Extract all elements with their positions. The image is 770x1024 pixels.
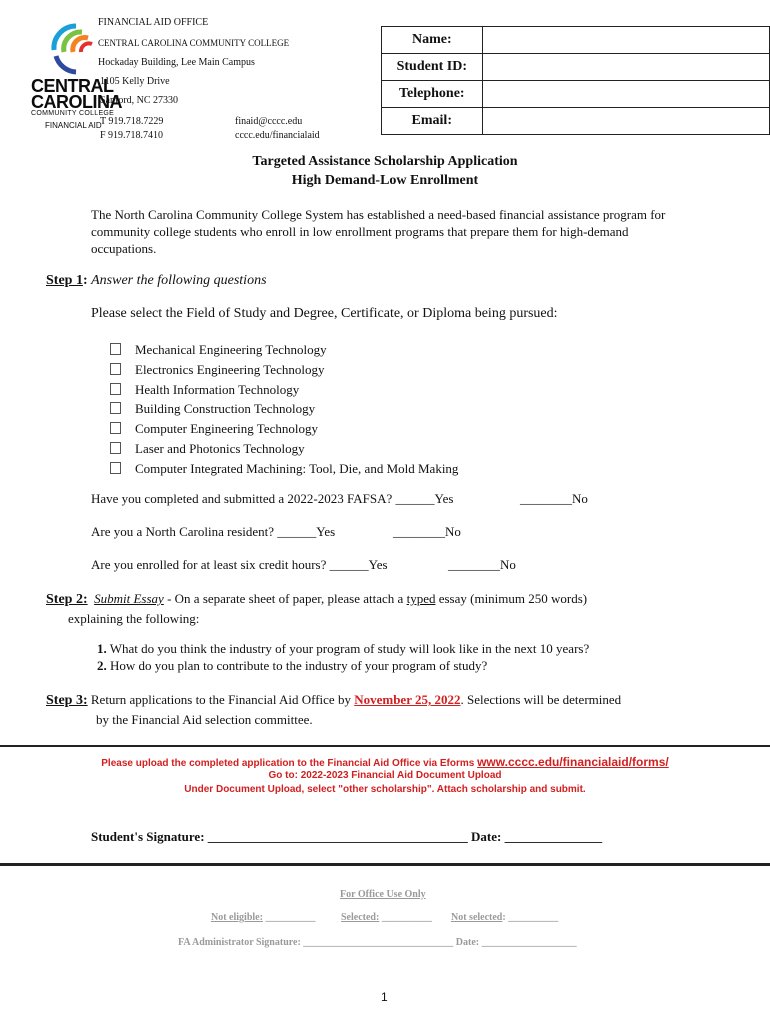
step2-typed: typed [406, 591, 436, 606]
option-label: Health Information Technology [135, 381, 300, 397]
signature-row [91, 829, 602, 845]
selected [341, 912, 432, 923]
not-eligible-label: Not eligible: [211, 912, 263, 923]
not-eligible-field[interactable]: __________ [262, 912, 316, 923]
step2-text [46, 591, 587, 608]
email-label: Email: [382, 108, 483, 135]
step2-text-b: essay (minimum 250 words) [435, 591, 588, 606]
program-options [110, 340, 458, 479]
upload-line3: Under Document Upload, select "other scholarship". Attach scholarship and submit. [184, 784, 586, 795]
step2-line2: explaining the following: [68, 611, 200, 626]
page-title: Targeted Assistance Scholarship Application [252, 154, 518, 169]
step1-colon: : [82, 273, 88, 288]
step2-label: Step 2: [46, 592, 88, 607]
step3-line2: by the Financial Aid selection committee. [96, 712, 313, 727]
building: Hockaday Building, Lee Main Campus [98, 57, 255, 68]
checkbox-icon[interactable] [110, 363, 121, 375]
fax: F 919.718.7410 [100, 130, 164, 141]
step3-text-b: . Selections will be determined [460, 692, 622, 707]
checkbox-icon[interactable] [110, 383, 121, 395]
student-info-table [381, 26, 770, 135]
step1-instruction: Answer the following questions [91, 273, 267, 288]
q2-text: How do you plan to contribute to the industry of your program of study? [106, 658, 488, 673]
upload-line2: Go to: 2022-2023 Financial Aid Document Upload [268, 770, 502, 781]
step3-text-a: Return applications to the Financial Aid Office by [87, 692, 355, 707]
deadline: November 25, 2022 [354, 692, 461, 707]
office-title: FINANCIAL AID OFFICE [98, 17, 209, 28]
resident-no[interactable]: ________No [393, 524, 461, 539]
fafsa-no[interactable]: ________No [520, 491, 588, 506]
city-address: Sanford, NC 27330 [100, 95, 179, 106]
q1-text: What do you think the industry of your program of study will look like in the next 10 years? [106, 641, 590, 656]
field-prompt: Please select the Field of Study and Degree, Certificate, or Diploma being pursued: [91, 306, 558, 321]
upload-line1 [0, 755, 770, 769]
upload-text: Please upload the completed application to the Financial Aid Office via Eforms [101, 758, 478, 769]
telephone-field[interactable] [482, 81, 769, 108]
checkbox-icon[interactable] [110, 343, 121, 355]
checkbox-icon[interactable] [110, 422, 121, 434]
selected-field[interactable]: __________ [379, 912, 432, 923]
office-use-title: For Office Use Only [340, 889, 426, 900]
step2-instruction: Submit Essay [94, 591, 164, 606]
eforms-link[interactable]: www.cccc.edu/financialaid/forms/ [477, 755, 669, 769]
not-eligible [211, 912, 315, 923]
college-name: CENTRAL CAROLINA COMMUNITY COLLEGE [98, 38, 290, 48]
signature-field[interactable]: ________________________________________ [207, 829, 468, 844]
option-label: Building Construction Technology [135, 401, 316, 417]
logo-text-central: CENTRAL [31, 76, 114, 96]
program-option[interactable] [110, 439, 458, 459]
name-field[interactable] [482, 27, 769, 54]
telephone-label: Telephone: [382, 81, 483, 108]
option-label: Mechanical Engineering Technology [135, 342, 327, 357]
date-label: Date: [467, 829, 505, 844]
essay-question-1 [97, 641, 589, 657]
option-label: Electronics Engineering Technology [135, 361, 325, 377]
fafsa-question: Have you completed and submitted a 2022-2023 FAFSA? ______Yes [91, 491, 454, 506]
program-option[interactable] [110, 340, 458, 360]
college-logo-icon [42, 20, 102, 80]
not-selected [451, 912, 558, 923]
essay-question-2 [97, 658, 487, 674]
program-option[interactable] [110, 399, 458, 419]
credit-hours-no[interactable]: ________No [448, 557, 516, 572]
step3-label: Step 3: [46, 693, 88, 708]
step3-text [46, 692, 621, 709]
logo-text-financial-aid: FINANCIAL AID [45, 121, 102, 130]
program-option[interactable] [110, 419, 458, 439]
phone: T 919.718.7229 [100, 116, 164, 127]
step1-label: Step 1 [46, 273, 83, 288]
page-number: 1 [381, 990, 388, 1004]
q1-number: 1. [97, 641, 107, 656]
admin-signature: FA Administrator Signature: ______________________________ Date: ___________________ [178, 937, 577, 948]
option-label: Computer Integrated Machining: Tool, Die, and Mold Making [135, 460, 459, 476]
program-option[interactable] [110, 380, 458, 400]
q2-number: 2. [97, 658, 107, 673]
email-field[interactable] [482, 108, 769, 135]
name-label: Name: [382, 27, 483, 54]
credit-hours-question: Are you enrolled for at least six credit hours? ______Yes [91, 557, 388, 572]
resident-question: Are you a North Carolina resident? ______Yes [91, 524, 336, 539]
option-label: Laser and Photonics Technology [135, 440, 305, 456]
checkbox-icon[interactable] [110, 462, 121, 474]
student-id-label: Student ID: [382, 54, 483, 81]
street-address: 1105 Kelly Drive [100, 76, 170, 87]
signature-label: Student's Signature: [91, 829, 208, 844]
not-selected-field[interactable]: : __________ [502, 912, 559, 923]
intro-paragraph: The North Carolina Community College System has established a need-based financial assistance program for community college students who enroll in low enrollment programs that prepare them for high-demand occupations. [91, 207, 666, 256]
page-subtitle: High Demand-Low Enrollment [291, 173, 479, 188]
website-link[interactable]: cccc.edu/financialaid [235, 130, 320, 141]
logo-text-carolina: CAROLINA [31, 92, 122, 112]
divider [0, 745, 770, 747]
program-option[interactable] [110, 459, 458, 479]
checkbox-icon[interactable] [110, 442, 121, 454]
student-id-field[interactable] [482, 54, 769, 81]
checkbox-icon[interactable] [110, 402, 121, 414]
logo-text-community: COMMUNITY COLLEGE [31, 110, 115, 117]
date-field[interactable]: _______________ [504, 829, 603, 844]
program-option[interactable] [110, 360, 458, 380]
email-contact: finaid@cccc.edu [235, 116, 303, 127]
not-selected-label: Not selected [451, 912, 503, 923]
step2-text-a: - On a separate sheet of paper, please attach a [163, 591, 407, 606]
option-label: Computer Engineering Technology [135, 421, 318, 437]
step1-heading [46, 273, 267, 289]
selected-label: Selected: [341, 912, 380, 923]
divider [0, 863, 770, 866]
